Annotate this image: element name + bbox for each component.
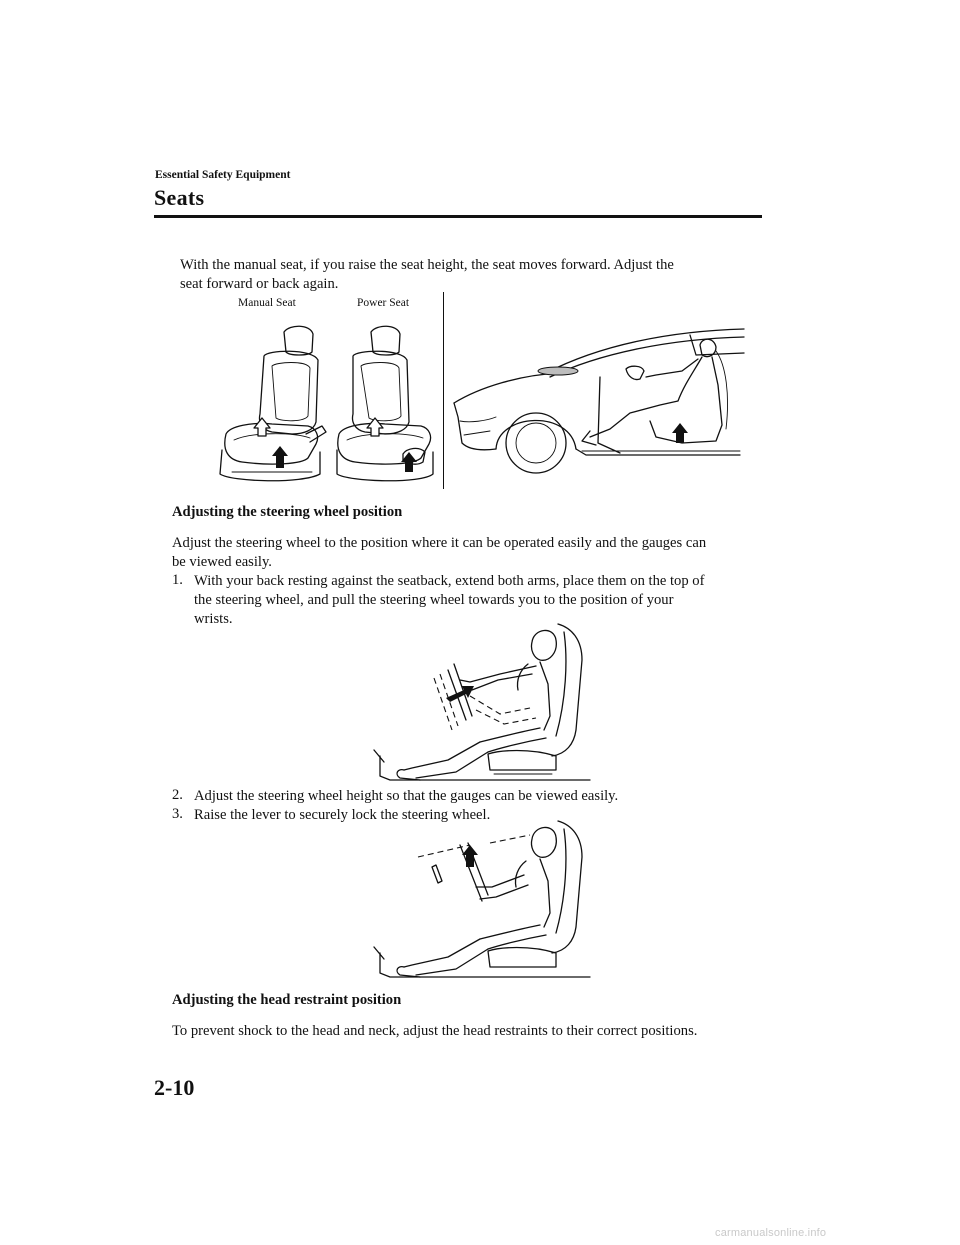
- manual-seat-label: Manual Seat: [238, 297, 296, 309]
- power-seat-illustration: [333, 322, 445, 492]
- steering-lock-illustration: [360, 815, 590, 977]
- step-1-line-3: wrists.: [194, 611, 233, 627]
- car-side-illustration: [450, 325, 750, 485]
- step-3-number: 3.: [172, 806, 183, 822]
- step-1-number: 1.: [172, 572, 183, 588]
- figure-divider: [443, 292, 444, 489]
- steering-para-line-1: Adjust the steering wheel to the position where it can be operated easily and the gauges can: [172, 535, 707, 551]
- steering-para-line-2: be viewed easily.: [172, 554, 272, 570]
- step-2-number: 2.: [172, 787, 183, 803]
- step-3-line-1: Raise the lever to securely lock the steering wheel.: [194, 807, 491, 823]
- header-rule: [154, 215, 762, 218]
- power-seat-label: Power Seat: [357, 297, 410, 309]
- intro-line-1: With the manual seat, if you raise the seat height, the seat moves forward. Adjust the: [180, 257, 674, 273]
- watermark: carmanualsonline.info: [715, 1227, 827, 1239]
- step-1-line-2: the steering wheel, and pull the steering wheel towards you to the position of your: [194, 592, 674, 608]
- head-restraint-heading: Adjusting the head restraint position: [172, 992, 402, 1008]
- page-number: 2-10: [154, 1075, 195, 1100]
- head-restraint-para: To prevent shock to the head and neck, adjust the head restraints to their correct positions.: [172, 1023, 698, 1039]
- steering-pull-illustration: [360, 620, 590, 780]
- step-2-line-1: Adjust the steering wheel height so that the gauges can be viewed easily.: [194, 788, 619, 804]
- step-1-line-1: With your back resting against the seatback, extend both arms, place them on the top of: [194, 573, 705, 589]
- steering-heading: Adjusting the steering wheel position: [172, 504, 403, 520]
- intro-line-2: seat forward or back again.: [180, 276, 339, 292]
- chapter-title: Seats: [154, 185, 205, 210]
- section-label: Essential Safety Equipment: [155, 169, 291, 181]
- manual-seat-illustration: [212, 322, 330, 492]
